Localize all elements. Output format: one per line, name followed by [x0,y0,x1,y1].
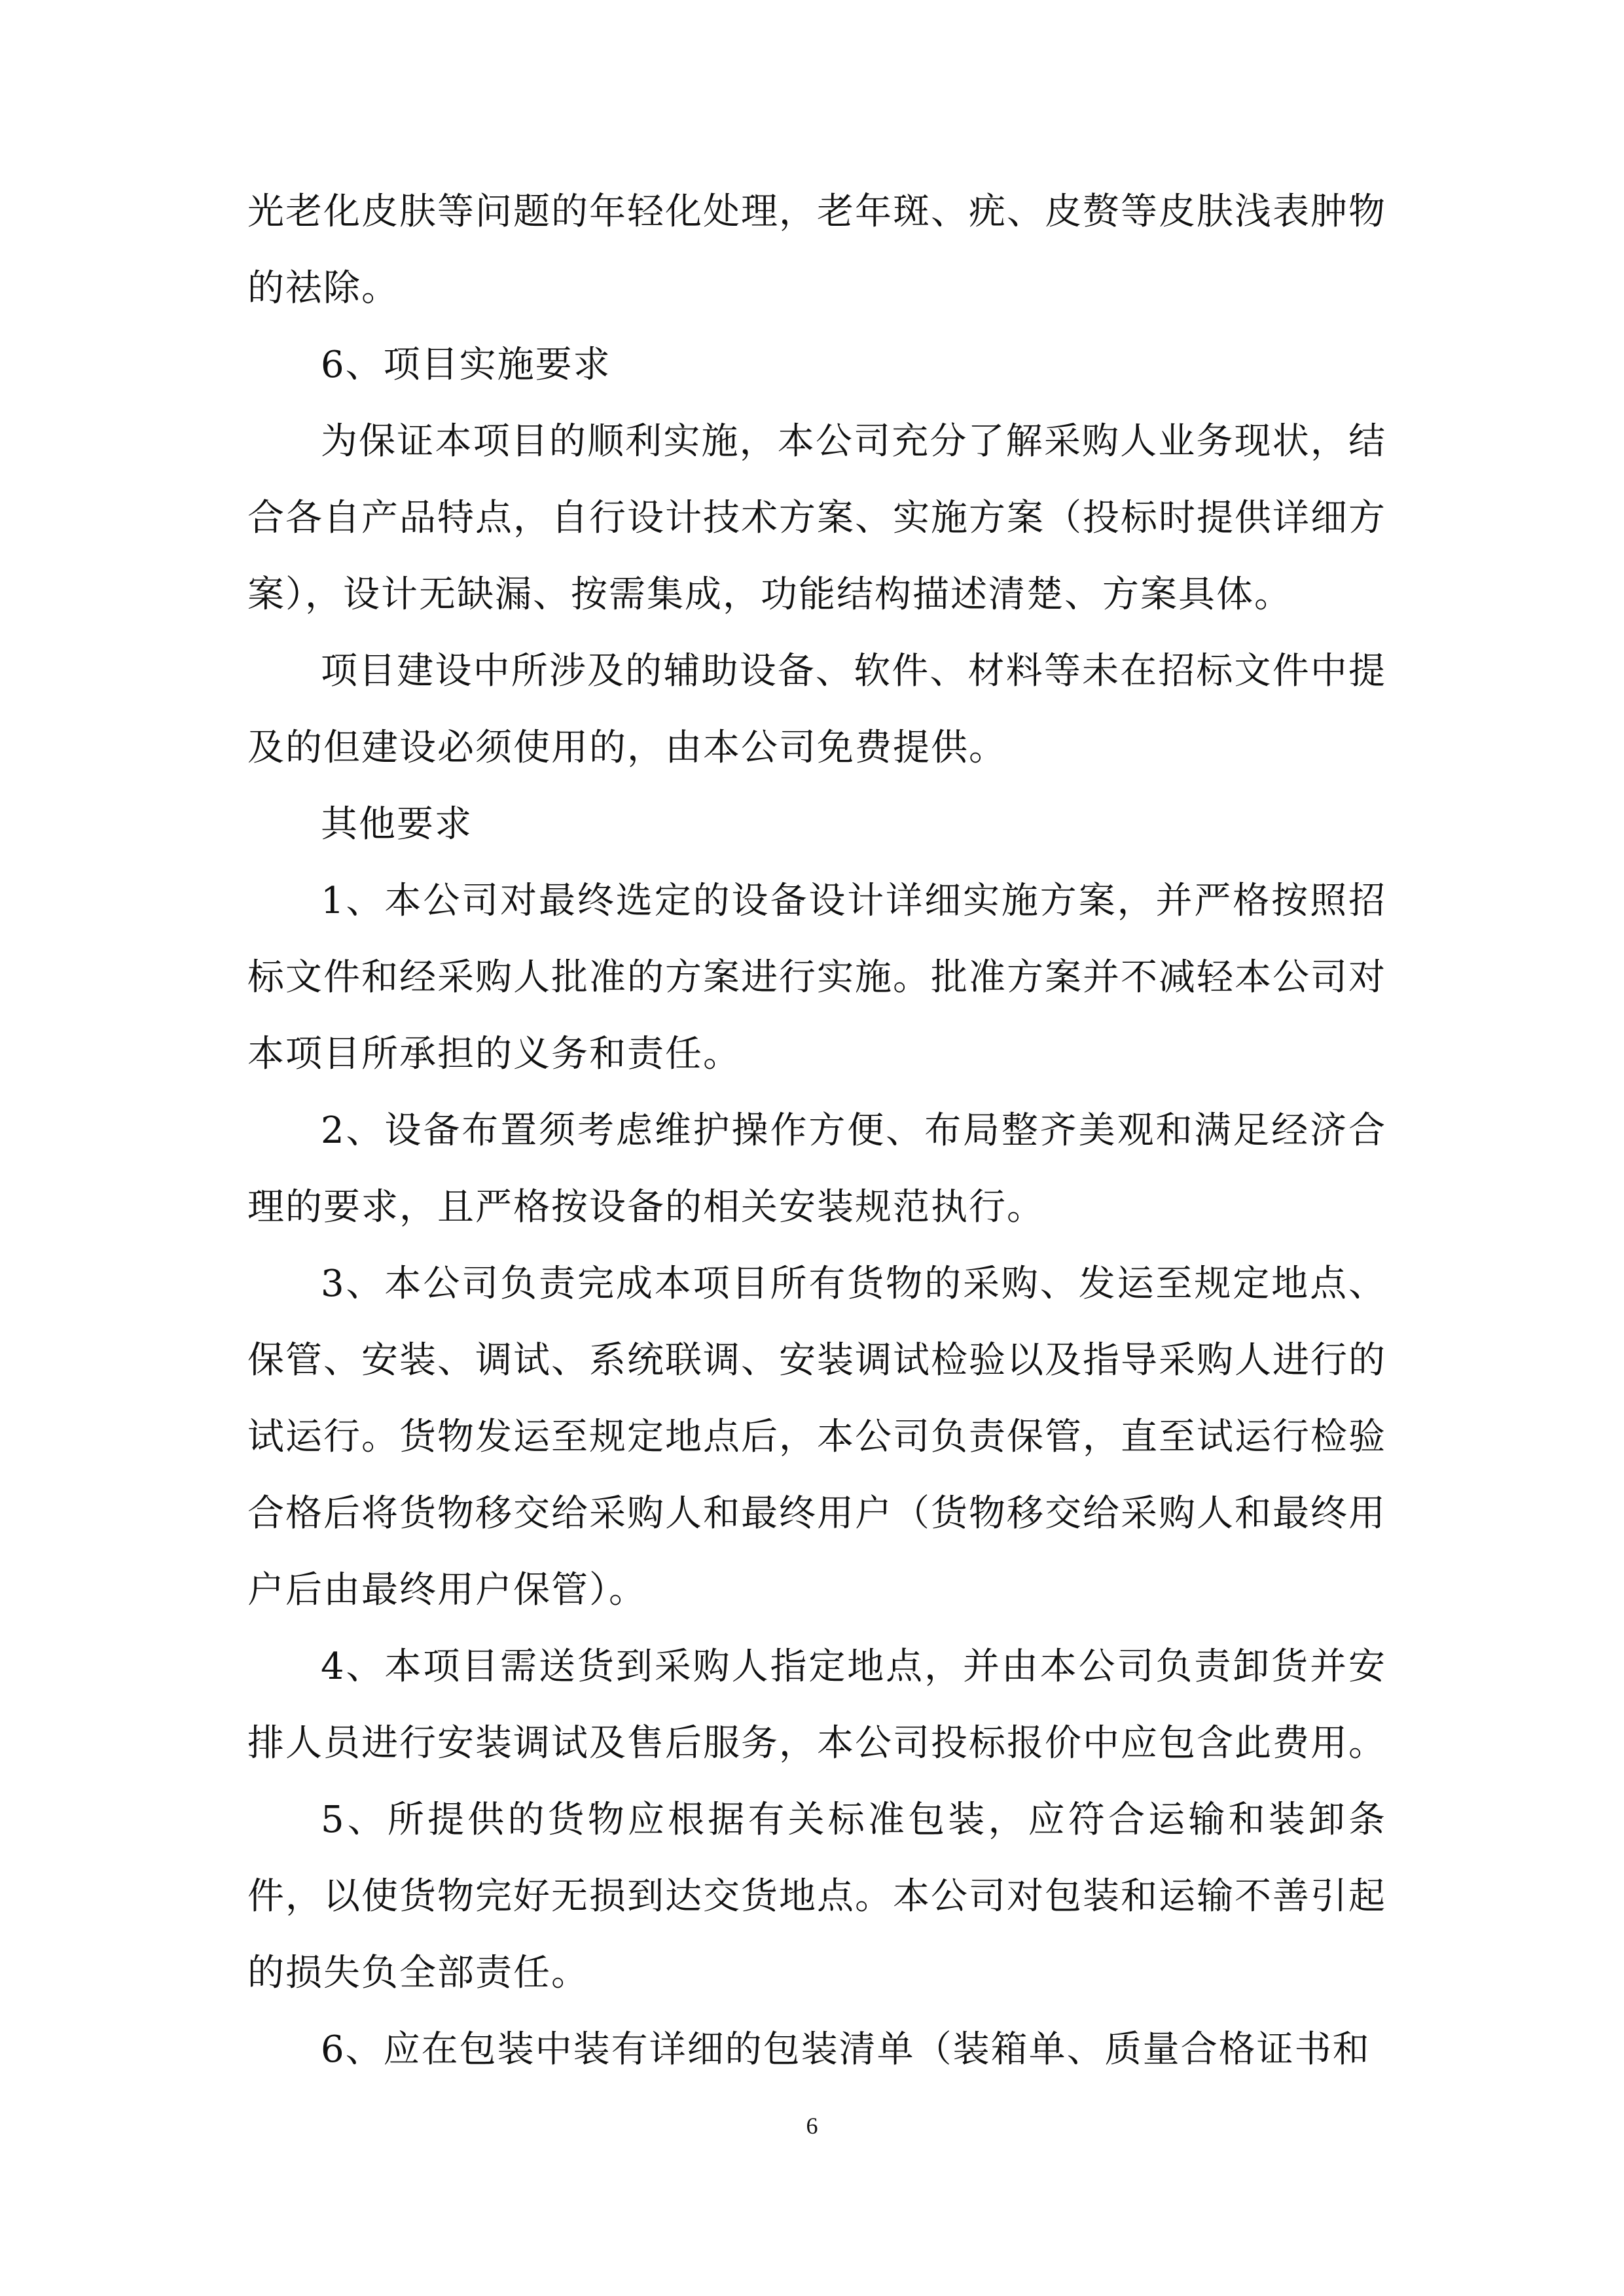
section-heading-implementation: 6、项目实施要求 [321,344,611,386]
body-text [247,173,1386,2088]
requirement-item-3: 3、本公司负责完成本项目所有货物的采购、发运至规定地点、保管、安装、调试、系统联调、安装调试检验以及指导采购人进行的试运行。货物发运至规定地点后，本公司负责保管，直至试运行检验合格后将货物移交给采购人和最终用户（货物移交给采购人和最终用户后由最终用户保管）。 [247,1263,1386,1611]
paragraph-implementation-plan: 为保证本项目的顺利实施，本公司充分了解采购人业务现状，结合各自产品特点，自行设计技术方案、实施方案（投标时提供详细方案），设计无缺漏、按需集成，功能结构描述清楚、方案具体。 [247,420,1386,616]
requirement-item-1: 1、本公司对最终选定的设备设计详细实施方案，并严格按照招标文件和经采购人批准的方案进行实施。批准方案并不减轻本公司对本项目所承担的义务和责任。 [247,880,1386,1075]
requirement-item-4: 4、本项目需送货到采购人指定地点，并由本公司负责卸货并安排人员进行安装调试及售后服务，本公司投标报价中应包含此费用。 [247,1645,1386,1765]
requirement-item-6: 6、应在包装中装有详细的包装清单（装箱单、质量合格证书和 [321,2028,1371,2071]
paragraph-continuation: 光老化皮肤等问题的年轻化处理，老年斑、疣、皮赘等皮肤浅表肿物的祛除。 [247,190,1386,310]
requirement-item-5: 5、所提供的货物应根据有关标准包装，应符合运输和装卸条件，以使货物完好无损到达交货地点。本公司对包装和运输不善引起的损失负全部责任。 [247,1799,1386,1994]
paragraph-auxiliary-equipment: 项目建设中所涉及的辅助设备、软件、材料等未在招标文件中提及的但建设必须使用的，由本公司免费提供。 [247,650,1386,769]
page-number: 6 [806,2113,818,2139]
requirement-item-2: 2、设备布置须考虑维护操作方便、布局整齐美观和满足经济合理的要求，且严格按设备的相关安装规范执行。 [247,1109,1386,1229]
section-heading-other-requirements: 其他要求 [321,803,473,846]
